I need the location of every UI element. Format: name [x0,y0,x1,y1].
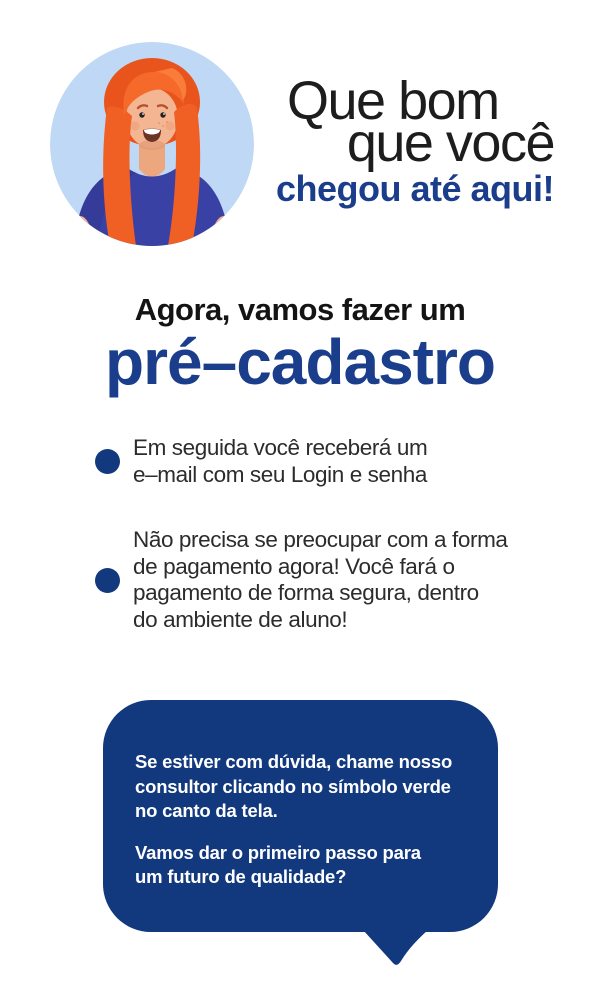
headline-line2: que você [346,113,554,173]
speech-bubble-tail [361,930,429,966]
bullet-text [133,527,508,633]
bullet-list [95,435,600,633]
woman-avatar-illustration [50,42,254,246]
intro-heading: Agora, vamos fazer um [134,292,466,327]
bubble-paragraph [135,750,483,824]
text-line: e–mail com seu Login e senha [133,461,427,487]
headline-line1: Que bom [287,71,499,131]
bullet-dot-icon [95,568,120,593]
avatar [50,42,254,246]
text-line: pagamento de forma segura, dentro [133,580,479,605]
bullet-dot-icon [95,449,120,474]
text-line: Se estiver com dúvida, chame nosso [135,751,453,772]
text-line: de pagamento agora! Você fará o [133,553,455,579]
text-line: Em seguida você receberá um [133,435,428,460]
list-item [95,435,600,488]
bubble-paragraph [135,841,483,890]
bullet-text [133,435,427,488]
list-item [95,527,600,633]
text-line: consultor clicando no símbolo verde [135,775,451,797]
pre-cadastro-title: pré–cadastro [105,326,495,398]
headline-line3: chegou até aqui! [275,168,554,209]
text-line: do ambiente de aluno! [133,606,348,632]
text-line: no canto da tela. [135,800,278,821]
speech-bubble [103,700,498,932]
text-line: Vamos dar o primeiro passo para [135,841,421,863]
text-line: Não precisa se preocupar com a forma [133,527,508,552]
text-line: um futuro de qualidade? [135,866,347,887]
